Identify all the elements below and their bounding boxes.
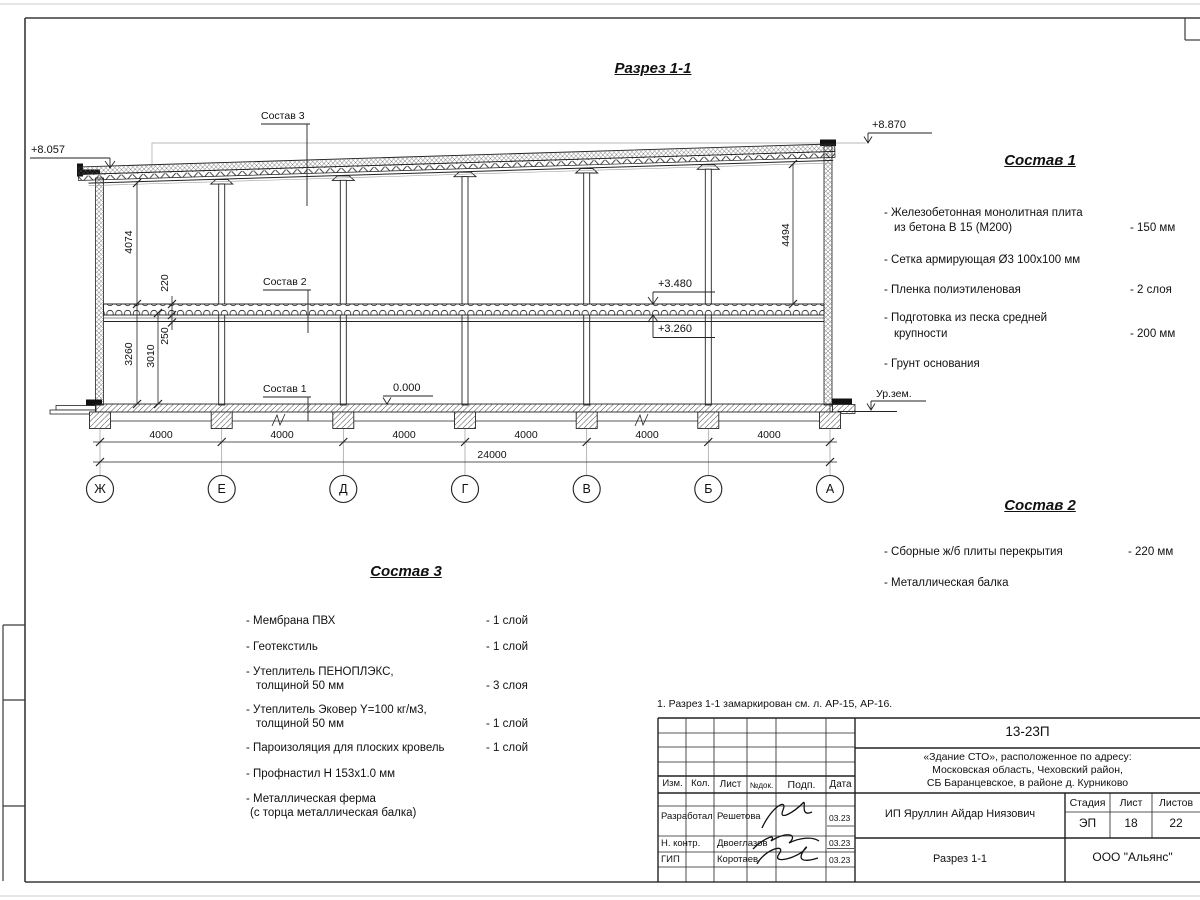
dim-span-3: 4000 <box>392 429 416 441</box>
callout-sostav-1: Состав 1 <box>263 383 307 395</box>
axis-bubble-g: Г <box>461 482 469 496</box>
stage-value: ЭП <box>1078 816 1097 830</box>
sostav1-row: - Подготовка из песка средней <box>884 312 1048 324</box>
client-name: ИП Яруллин Айдар Ниязович <box>884 808 1036 820</box>
axis-bubble-d: Д <box>339 482 348 496</box>
sostav3-value: - 1 слой <box>486 718 529 730</box>
project-address-line: СБ Баранцевское, в районе д. Курниково <box>926 777 1129 789</box>
sostav3-row: толщиной 50 мм <box>256 680 345 692</box>
header-izm: Изм. <box>662 778 683 789</box>
right-wall <box>820 140 897 414</box>
sostav2-value: - 220 мм <box>1128 546 1174 558</box>
dim-total: 24000 <box>477 449 507 461</box>
sostav3-title: Состав 3 <box>370 563 442 580</box>
date-nkontr: 03.23 <box>829 838 851 848</box>
ground-floor-slab <box>96 404 833 412</box>
ground-level-label: Ур.зем. <box>876 388 912 400</box>
elevation-slab-top: +3.480 <box>658 278 692 290</box>
elevation-right-top: +8.870 <box>872 119 906 131</box>
sostav1-row: - Железобетонная монолитная плита <box>884 207 1083 219</box>
header-list: Лист <box>719 779 742 790</box>
sostav1-row: из бетона В 15 (М200) <box>894 222 1013 234</box>
roof <box>78 144 835 186</box>
sostav3-row: толщиной 50 мм <box>256 718 345 730</box>
role-gip: ГИП <box>661 854 680 865</box>
dim-4494: 4494 <box>779 223 792 247</box>
name-razrabotal: Решетова <box>717 811 761 822</box>
dim-span-1: 4000 <box>149 429 173 441</box>
sostav3-value: - 3 слоя <box>486 680 528 692</box>
sostav1-row: - Пленка полиэтиленовая <box>884 284 1021 296</box>
axis-bubble-zh: Ж <box>94 482 106 496</box>
sostav2-row: - Металлическая балка <box>884 577 1009 589</box>
sostav1-row: крупности <box>894 328 948 340</box>
elevation-floor: 0.000 <box>393 382 421 394</box>
header-kol: Кол. <box>691 778 710 789</box>
sostav1-row: - Грунт основания <box>884 358 980 370</box>
dim-span-6: 4000 <box>757 429 781 441</box>
sostav3-row: - Пароизоляция для плоских кровель <box>246 742 445 754</box>
role-razrabotal: Разработал <box>661 811 713 822</box>
sostav2-row: - Сборные ж/б плиты перекрытия <box>884 546 1063 558</box>
date-gip: 03.23 <box>829 855 851 865</box>
sheets-label: Листов <box>1158 797 1194 809</box>
sostav3-row: (с торца металлическая балка) <box>250 807 417 819</box>
dim-3260: 3260 <box>122 342 135 366</box>
sostav3-row: - Мембрана ПВХ <box>246 615 336 627</box>
axis-bubble-a: А <box>825 482 835 496</box>
header-podp: Подп. <box>787 779 816 791</box>
company-name: ООО "Альянс" <box>1092 850 1173 864</box>
sostav1-row: - Сетка армирующая Ø3 100х100 мм <box>884 254 1081 266</box>
sostav3-value: - 1 слой <box>486 615 529 627</box>
header-data: Дата <box>829 779 852 790</box>
sostav3-row: - Геотекстиль <box>246 641 318 653</box>
sostav1-value: - 2 слоя <box>1130 284 1172 296</box>
axis-bubble-e: Е <box>217 482 226 496</box>
sheet-label: Лист <box>1119 797 1143 809</box>
role-nkontr: Н. контр. <box>661 838 701 849</box>
dim-span-2: 4000 <box>270 429 294 441</box>
sostav3-row: - Утеплитель Эковер Y=100 кг/м3, <box>246 704 427 716</box>
elevation-beam-bottom: +3.260 <box>658 323 692 335</box>
stage-label: Стадия <box>1069 797 1106 809</box>
name-nkontr: Двоеглазов <box>717 838 768 849</box>
left-wall <box>50 164 104 415</box>
elevation-left-top: +8.057 <box>31 144 65 156</box>
dim-250: 250 <box>158 327 171 345</box>
sostav3-value: - 1 слой <box>486 742 529 754</box>
dim-3010: 3010 <box>144 344 157 368</box>
axis-bubble-v: В <box>582 482 591 496</box>
sostav1-value: - 150 мм <box>1130 222 1176 234</box>
sostav1-value: - 200 мм <box>1130 328 1176 340</box>
break-mark <box>272 414 285 426</box>
drawing-title: Разрез 1-1 <box>614 60 692 77</box>
sostav3-row: - Металлическая ферма <box>246 793 376 805</box>
dim-4074: 4074 <box>122 230 135 254</box>
sostav3-value: - 1 слой <box>486 641 529 653</box>
sheets-value: 22 <box>1169 816 1183 830</box>
sheet-note: 1. Разрез 1-1 замаркирован см. л. АР-15, АР-16. <box>657 698 893 710</box>
header-ndoc: №док. <box>749 781 774 790</box>
dim-span-4: 4000 <box>514 429 538 441</box>
callout-sostav-3: Состав 3 <box>261 110 305 122</box>
project-address-line: Московская область, Чеховский район, <box>932 764 1123 776</box>
date-razrabotal: 03.23 <box>829 813 851 823</box>
sheet-value: 18 <box>1124 816 1138 830</box>
signatures <box>753 802 819 864</box>
sostav3-row: - Профнастил Н 153х1.0 мм <box>246 768 396 780</box>
name-gip: Коротаев <box>717 854 759 865</box>
break-mark <box>635 414 648 426</box>
sostav2-title: Состав 2 <box>1004 497 1076 514</box>
callout-sostav-2: Состав 2 <box>263 276 307 288</box>
sostav3-row: - Утеплитель ПЕНОПЛЭКС, <box>246 666 394 678</box>
sostav1-title: Состав 1 <box>1004 152 1076 169</box>
axis-bubble-b: Б <box>704 482 713 496</box>
doc-number: 13-23П <box>1005 724 1050 739</box>
sheet-title: Разрез 1-1 <box>932 853 987 865</box>
project-address-line: «Здание СТО», расположенное по адресу: <box>923 751 1132 763</box>
foundations <box>90 412 841 429</box>
dim-220: 220 <box>158 274 171 292</box>
dim-span-5: 4000 <box>635 429 659 441</box>
